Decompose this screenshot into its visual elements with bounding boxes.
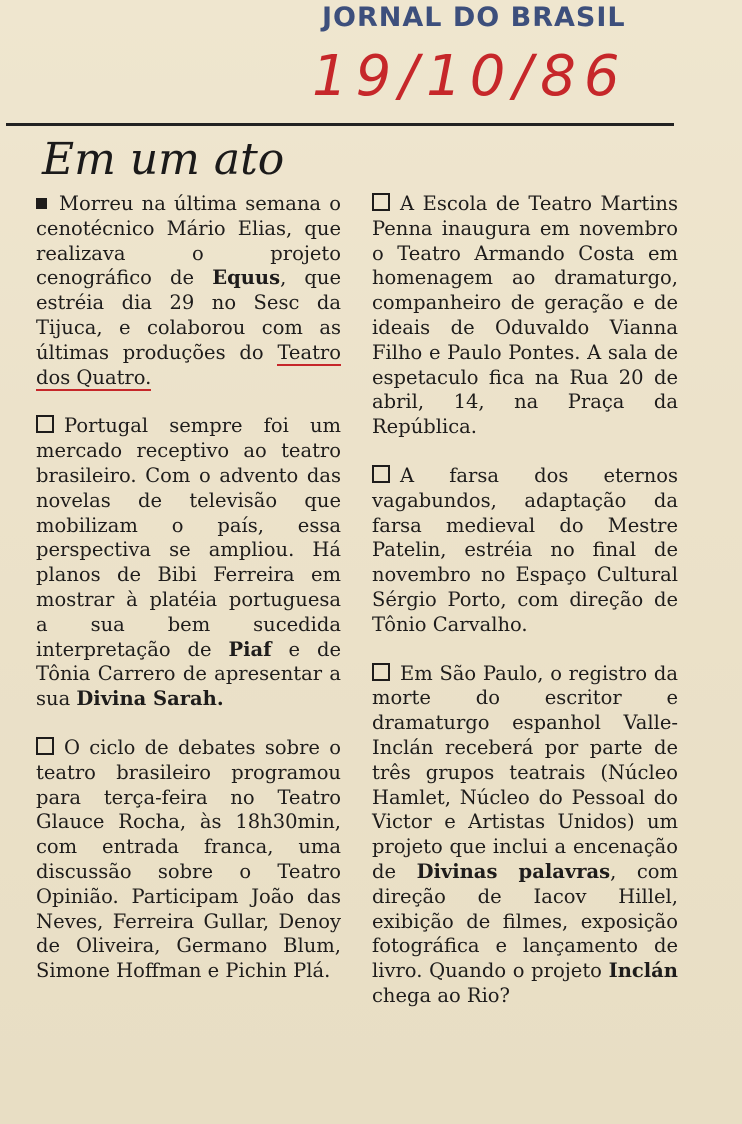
paragraph-6: [372, 662, 678, 1009]
p6-text-e: chega ao Rio?: [372, 983, 511, 1007]
header-rule: [6, 123, 674, 126]
p1-bold-equus: Equus: [212, 266, 281, 290]
paragraph-4: [372, 192, 678, 440]
newspaper-masthead: JORNAL DO BRASIL: [322, 2, 626, 33]
checkbox-bullet-icon: [372, 663, 390, 681]
p1-text-a: Morreu na última semana o cenotécnico Mário Elias, que realizava o projeto cenográfico de: [36, 192, 341, 290]
p4-text: A Escola de Teatro Martins Penna inaugura em novembro o Teatro Armando Costa em homenagem ao dramaturgo, companheiro de geração e de ideais de Oduvaldo Vianna Filho e Paulo Pontes. A sala de espetaculo fica na Rua 20 de abril, 14, na Praça da República.: [372, 192, 678, 439]
handwritten-date: 19/10/86: [312, 44, 628, 109]
paragraph-1: [36, 192, 341, 390]
p2-text-a: Portugal sempre foi um mercado receptivo ao teatro brasileiro. Com o advento das novelas de televisão que mobilizam o país, essa perspectiva se ampliou. Há planos de Bibi Ferreira em mostrar à platéia portuguesa a sua bem sucedida interpretação de: [36, 414, 341, 661]
paragraph-2: [36, 414, 341, 712]
paragraph-3: [36, 736, 341, 984]
p1-underlined-theater: Teatro dos Quatro.: [36, 340, 341, 389]
p2-text-c: e de Tônia Carrero de apresentar a sua: [36, 637, 341, 711]
checkbox-bullet-icon: [36, 737, 54, 755]
checkbox-bullet-icon: [372, 465, 390, 483]
p2-bold-divina-sarah: Divina Sarah.: [76, 687, 224, 711]
p5-text: A farsa dos eternos vagabundos, adaptação da farsa medieval do Mestre Patelin, estréia no final de novembro no Espaço Cultural Sérgio Porto, com direção de Tônio Carvalho.: [372, 463, 678, 636]
p3-text: O ciclo de debates sobre o teatro brasileiro programou para terça-feira no Teatro Glauce Rocha, às 18h30min, com entrada franca, uma discussão sobre o Teatro Opinião. Participam João das Neves, Ferreira Gullar, Denoy de Oliveira, Germano Blum, Simone Hoffman e Pichin Plá.: [36, 735, 341, 983]
right-column: [372, 192, 678, 1033]
paragraph-5: [372, 464, 678, 638]
p6-bold-inclan: Inclán: [608, 959, 678, 983]
article-title: Em um ato: [42, 134, 285, 185]
p6-text-a: Em São Paulo, o registro da morte do escritor e dramaturgo espanhol Valle-Inclán receberá por parte de três grupos teatrais (Núcleo Hamlet, Núcleo do Pessoal do Victor e Artistas Unidos) um projeto que inclui a encenação de: [372, 661, 678, 883]
left-column: [36, 192, 341, 1008]
p6-bold-divinas-palavras: Divinas palavras: [416, 859, 611, 883]
p2-bold-piaf: Piaf: [228, 637, 272, 661]
p1-text-c: , que estréia dia 29 no Sesc da Tijuca, e colaborou com as últimas produções do: [36, 266, 342, 364]
checkbox-bullet-icon: [372, 193, 390, 211]
square-bullet-icon: [36, 198, 47, 209]
p6-text-c: , com direção de Iacov Hillel, exibição de filmes, exposição fotográfica e lançamento de livro. Quando o projeto: [372, 859, 678, 983]
checkbox-bullet-icon: [36, 415, 54, 433]
